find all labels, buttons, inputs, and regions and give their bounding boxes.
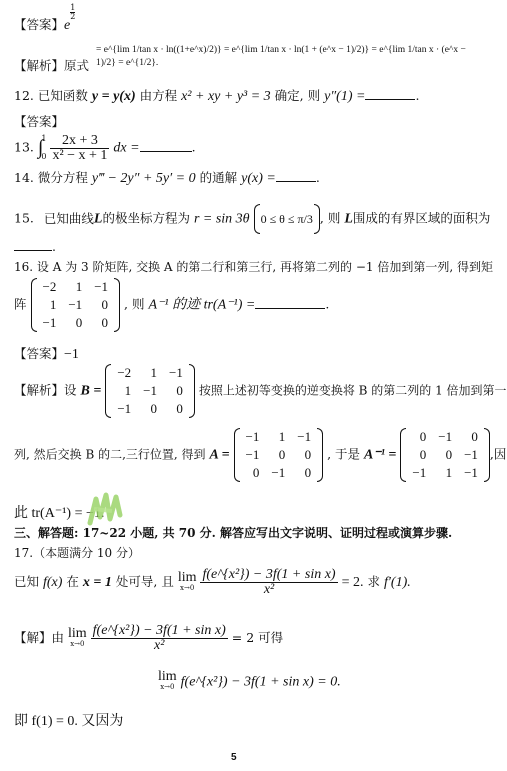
q15-text-c: , 则 xyxy=(319,210,341,226)
q17-solution-center xyxy=(158,669,341,692)
q11-analysis-lead: 原式 xyxy=(64,58,90,73)
q16-matrix-cell: −1 xyxy=(68,297,83,312)
q14-number: 14. xyxy=(14,170,34,185)
q13-denominator: x² − x + 1 xyxy=(52,147,108,163)
q17-ask: f′(1). xyxy=(383,575,411,590)
q16-matrix-B-cell: −1 xyxy=(143,383,158,398)
q16-answer: −1 xyxy=(64,347,79,362)
analysis-label: 【解析】 xyxy=(14,382,65,398)
q16-matrix-A-cell: 1 xyxy=(278,429,286,444)
q17-denominator: x² xyxy=(263,582,275,597)
q12-text-b: 由方程 xyxy=(139,88,178,103)
q16-matrix-A-cell: 0 xyxy=(304,447,312,462)
green-scribble-mark xyxy=(86,489,126,529)
q16-matrix-A-cell: −1 xyxy=(271,465,286,480)
q12-end: . xyxy=(415,88,420,103)
q13-answer-blank[interactable] xyxy=(140,139,192,152)
q15-equation: r = sin 3θ xyxy=(193,211,250,227)
q17-limit xyxy=(177,569,197,593)
q17-text-c: 处可导, 且 xyxy=(115,574,174,589)
q12-text-a: 已知函数 xyxy=(37,88,88,103)
q16-matrix-Ainv-cell: 0 xyxy=(445,447,453,462)
q12-expr-c: y″(1) = xyxy=(324,89,366,104)
q16-analysis-line2-c: ,因 xyxy=(489,446,507,462)
q11-analysis-expression xyxy=(96,44,466,70)
q16-line1 xyxy=(14,258,493,275)
q16-matrix-B-cell: 0 xyxy=(150,401,158,416)
q17-center-lim-sub: x→0 xyxy=(160,683,175,691)
q16-answer-blank[interactable] xyxy=(255,296,325,309)
q15-text-a: 已知曲线 xyxy=(43,210,94,226)
q15-answer-blank[interactable] xyxy=(14,238,52,251)
q17-text-b: 在 xyxy=(66,574,79,589)
q17-center-lim: lim xyxy=(158,669,177,684)
q16-analysis-line2 xyxy=(14,428,506,482)
q16-matrix-cell: 0 xyxy=(101,297,109,312)
q14-text-a: 微分方程 xyxy=(37,170,88,185)
q17-lim-sub: x→0 xyxy=(180,583,195,592)
q17-x1: x = 1 xyxy=(82,575,112,590)
page-number xyxy=(231,752,237,763)
page-number-text: 5 xyxy=(231,752,237,763)
q17-eq: = 2. xyxy=(341,575,364,590)
q16-matrix-B xyxy=(105,364,195,418)
q12-answer-blank[interactable] xyxy=(365,87,415,100)
integral-sign-icon: ∫ xyxy=(37,136,44,159)
q17-number: 17. xyxy=(14,546,34,560)
q15-range xyxy=(254,204,320,234)
q16-number: 16. xyxy=(14,260,34,274)
q16-matrix-A-cell: −1 xyxy=(245,429,260,444)
q13-dx: dx = xyxy=(113,140,140,156)
q17-problem-line xyxy=(14,568,411,597)
q17-lim: lim xyxy=(177,569,197,585)
q16-text-line2-a: 阵 xyxy=(14,296,27,312)
q17-sol-lim-sub: x→0 xyxy=(70,639,85,648)
q13-end: . xyxy=(191,139,196,155)
q13-line xyxy=(14,130,196,166)
q16-matrix-Ainv-cell: −1 xyxy=(412,465,427,480)
q12-text-c: 确定, 则 xyxy=(274,88,321,103)
q14-expr: y(x) = xyxy=(241,171,276,186)
q16-matrix-A-cell: 0 xyxy=(278,447,286,462)
q16-matrix-B-cell: 0 xyxy=(176,383,183,398)
q17-sol-center: f(e^{x²}) − 3f(1 + sin x) = 0. xyxy=(180,674,341,690)
q17-sol-last: 即 f(1) = 0. 又因为 xyxy=(14,714,124,729)
q16-matrix-A-cell: 0 xyxy=(252,465,260,480)
q15-curve: L xyxy=(93,211,103,227)
q17-solution-line1 xyxy=(14,624,283,653)
q16-matrix-B-cell: −1 xyxy=(169,365,183,380)
q16-matrix-cell: −1 xyxy=(94,279,109,294)
q16-matrix-Ainv xyxy=(400,428,490,482)
q17-fraction xyxy=(200,568,337,597)
q11-answer-exponent xyxy=(70,4,75,21)
q12-expr-a: y = y(x) xyxy=(91,89,136,104)
q16-text-line1: 设 A 为 3 阶矩阵, 交换 A 的第二行和第三行, 再将第二列的 −1 倍加到第一列, 得到矩 xyxy=(36,260,493,274)
q14-end: . xyxy=(315,170,320,185)
analysis-label: 【解析】 xyxy=(14,58,65,73)
q11-answer-line xyxy=(14,3,76,34)
q16-matrix-A-cell: −1 xyxy=(245,447,260,462)
q15-curve-ref: L xyxy=(344,211,353,227)
q17-sol-denominator: x² xyxy=(154,638,165,653)
section3-heading xyxy=(14,524,452,541)
q16-matrix-cell: 0 xyxy=(75,315,83,330)
q16-analysis-Ainv: A⁻¹ = xyxy=(364,447,397,463)
q17-sol-a: 由 xyxy=(51,630,65,645)
q17-fx: f(x) xyxy=(43,575,63,590)
q16-analysis-b: 按照上述初等变换的逆变换将 B 的第二列的 1 倍加到第一 xyxy=(198,383,507,398)
q16-matrix-A-cell: 0 xyxy=(304,465,312,480)
q16-matrix-Ainv-cell: 0 xyxy=(471,429,478,444)
q16-matrix-cell: 1 xyxy=(75,279,83,294)
q14-text-b: 的通解 xyxy=(199,170,238,185)
q16-matrix-B-cell: 1 xyxy=(124,383,132,398)
q16-matrix-cell: 0 xyxy=(101,315,109,330)
q16-analysis-A: A = xyxy=(209,447,230,463)
q15-text-b: 的极坐标方程为 xyxy=(102,210,190,226)
q15-line2 xyxy=(14,238,56,254)
q15-end: . xyxy=(52,239,56,254)
q12-number: 12. xyxy=(14,88,34,103)
q12-answer-line xyxy=(14,112,64,130)
q16-text-line2-b: , 则 xyxy=(124,296,145,312)
q14-answer-blank[interactable] xyxy=(276,169,316,182)
q17-sol-limit xyxy=(68,625,87,649)
q13-numerator: 2x + 3 xyxy=(50,134,109,149)
q16-matrix-B-cell: −2 xyxy=(117,365,132,380)
q17-numerator: f(e^{x²}) − 3f(1 + sin x) xyxy=(202,567,336,582)
q15-line xyxy=(14,204,490,234)
q17-sol-numerator: f(e^{x²}) − 3f(1 + sin x) xyxy=(92,623,226,638)
q16-matrix-Ainv-cell: −1 xyxy=(438,429,453,444)
q17-solution-last xyxy=(14,710,123,730)
q17-center-limit xyxy=(158,669,177,692)
answer-label: 【答案】 xyxy=(14,114,65,129)
q16-text-line2-c: A⁻¹ 的迹 tr(A⁻¹) = xyxy=(148,297,256,313)
q15-text-d: 围成的有界区域的面积为 xyxy=(352,210,491,226)
section3-heading-text: 三、解答题: 17~22 小题, 共 70 分. 解答应写出文字说明、证明过程或演算步骤. xyxy=(14,526,453,540)
q15-number: 15. xyxy=(14,210,34,226)
q16-analysis-line2-b: , 于是 xyxy=(327,446,361,462)
answer-label: 【答案】 xyxy=(14,17,65,32)
q17-header xyxy=(14,544,140,561)
q17-text-d: 求 xyxy=(367,574,380,589)
q11-exp-den: 2 xyxy=(70,12,76,21)
solution-label: 【解】 xyxy=(14,630,52,645)
q16-matrix-cell: −1 xyxy=(42,315,57,330)
q16-analysis-line2-a: 列, 然后交换 B 的二,三行位置, 得到 xyxy=(14,447,206,462)
q16-matrix-A xyxy=(234,428,324,482)
q11-analysis-line xyxy=(14,56,89,74)
q16-analysis-line1 xyxy=(14,364,507,418)
q16-matrix xyxy=(31,278,121,332)
q16-matrix-Ainv-cell: 1 xyxy=(445,465,453,480)
q16-analysis-a: 设 xyxy=(64,382,77,398)
q11-analysis-expr: = e^{lim 1/tan x · ln((1+e^x)/2)} = e^{lim 1/tan x · ln(1 + (e^x − 1)/2)} = e^{lim 1/tan x · (e^x − 1)/2} = e^{1/2}. xyxy=(96,45,466,68)
q16-matrix-B-cell: −1 xyxy=(117,401,132,416)
q12-expr-b: x² + xy + y³ = 3 xyxy=(181,89,271,104)
q15-range-text: 0 ≤ θ ≤ π/3 xyxy=(260,212,313,226)
answer-label: 【答案】 xyxy=(14,346,65,361)
q16-analysis-B: B = xyxy=(80,383,102,399)
q16-matrix-B-cell: 1 xyxy=(150,365,158,380)
q17-score: （本题满分 10 分） xyxy=(33,546,140,560)
q14-line xyxy=(14,168,320,187)
q16-matrix-Ainv-cell: 0 xyxy=(419,447,427,462)
q13-fraction xyxy=(50,134,109,163)
q16-matrix-Ainv-cell: −1 xyxy=(464,447,478,462)
q16-matrix-Ainv-cell: −1 xyxy=(464,465,478,480)
q16-matrix-A-cell: −1 xyxy=(297,429,312,444)
q12-line xyxy=(14,86,419,105)
q17-text-a: 已知 xyxy=(14,574,40,589)
q17-sol-eq: = 2 可得 xyxy=(231,630,284,645)
q14-equation: y‴ − 2y″ + 5y′ = 0 xyxy=(91,171,196,186)
q16-matrix-Ainv-cell: 0 xyxy=(419,429,427,444)
q13-limits: 1 0 xyxy=(41,134,47,161)
q11-answer-base: e xyxy=(64,18,71,33)
q16-line2 xyxy=(14,278,329,332)
q13-number: 13. xyxy=(14,139,34,155)
q16-matrix-cell: −2 xyxy=(42,279,57,294)
q16-matrix-cell: 1 xyxy=(49,297,57,312)
q16-answer-line xyxy=(14,344,79,363)
q16-matrix-B-cell: 0 xyxy=(176,401,183,416)
q11-exp-num: 1 xyxy=(70,3,76,12)
q16-end: . xyxy=(325,296,330,312)
q17-sol-lim: lim xyxy=(68,625,87,641)
q16-analysis-line3: 此 tr(A⁻¹) = −1. xyxy=(14,506,105,521)
q17-sol-fraction xyxy=(91,624,228,653)
